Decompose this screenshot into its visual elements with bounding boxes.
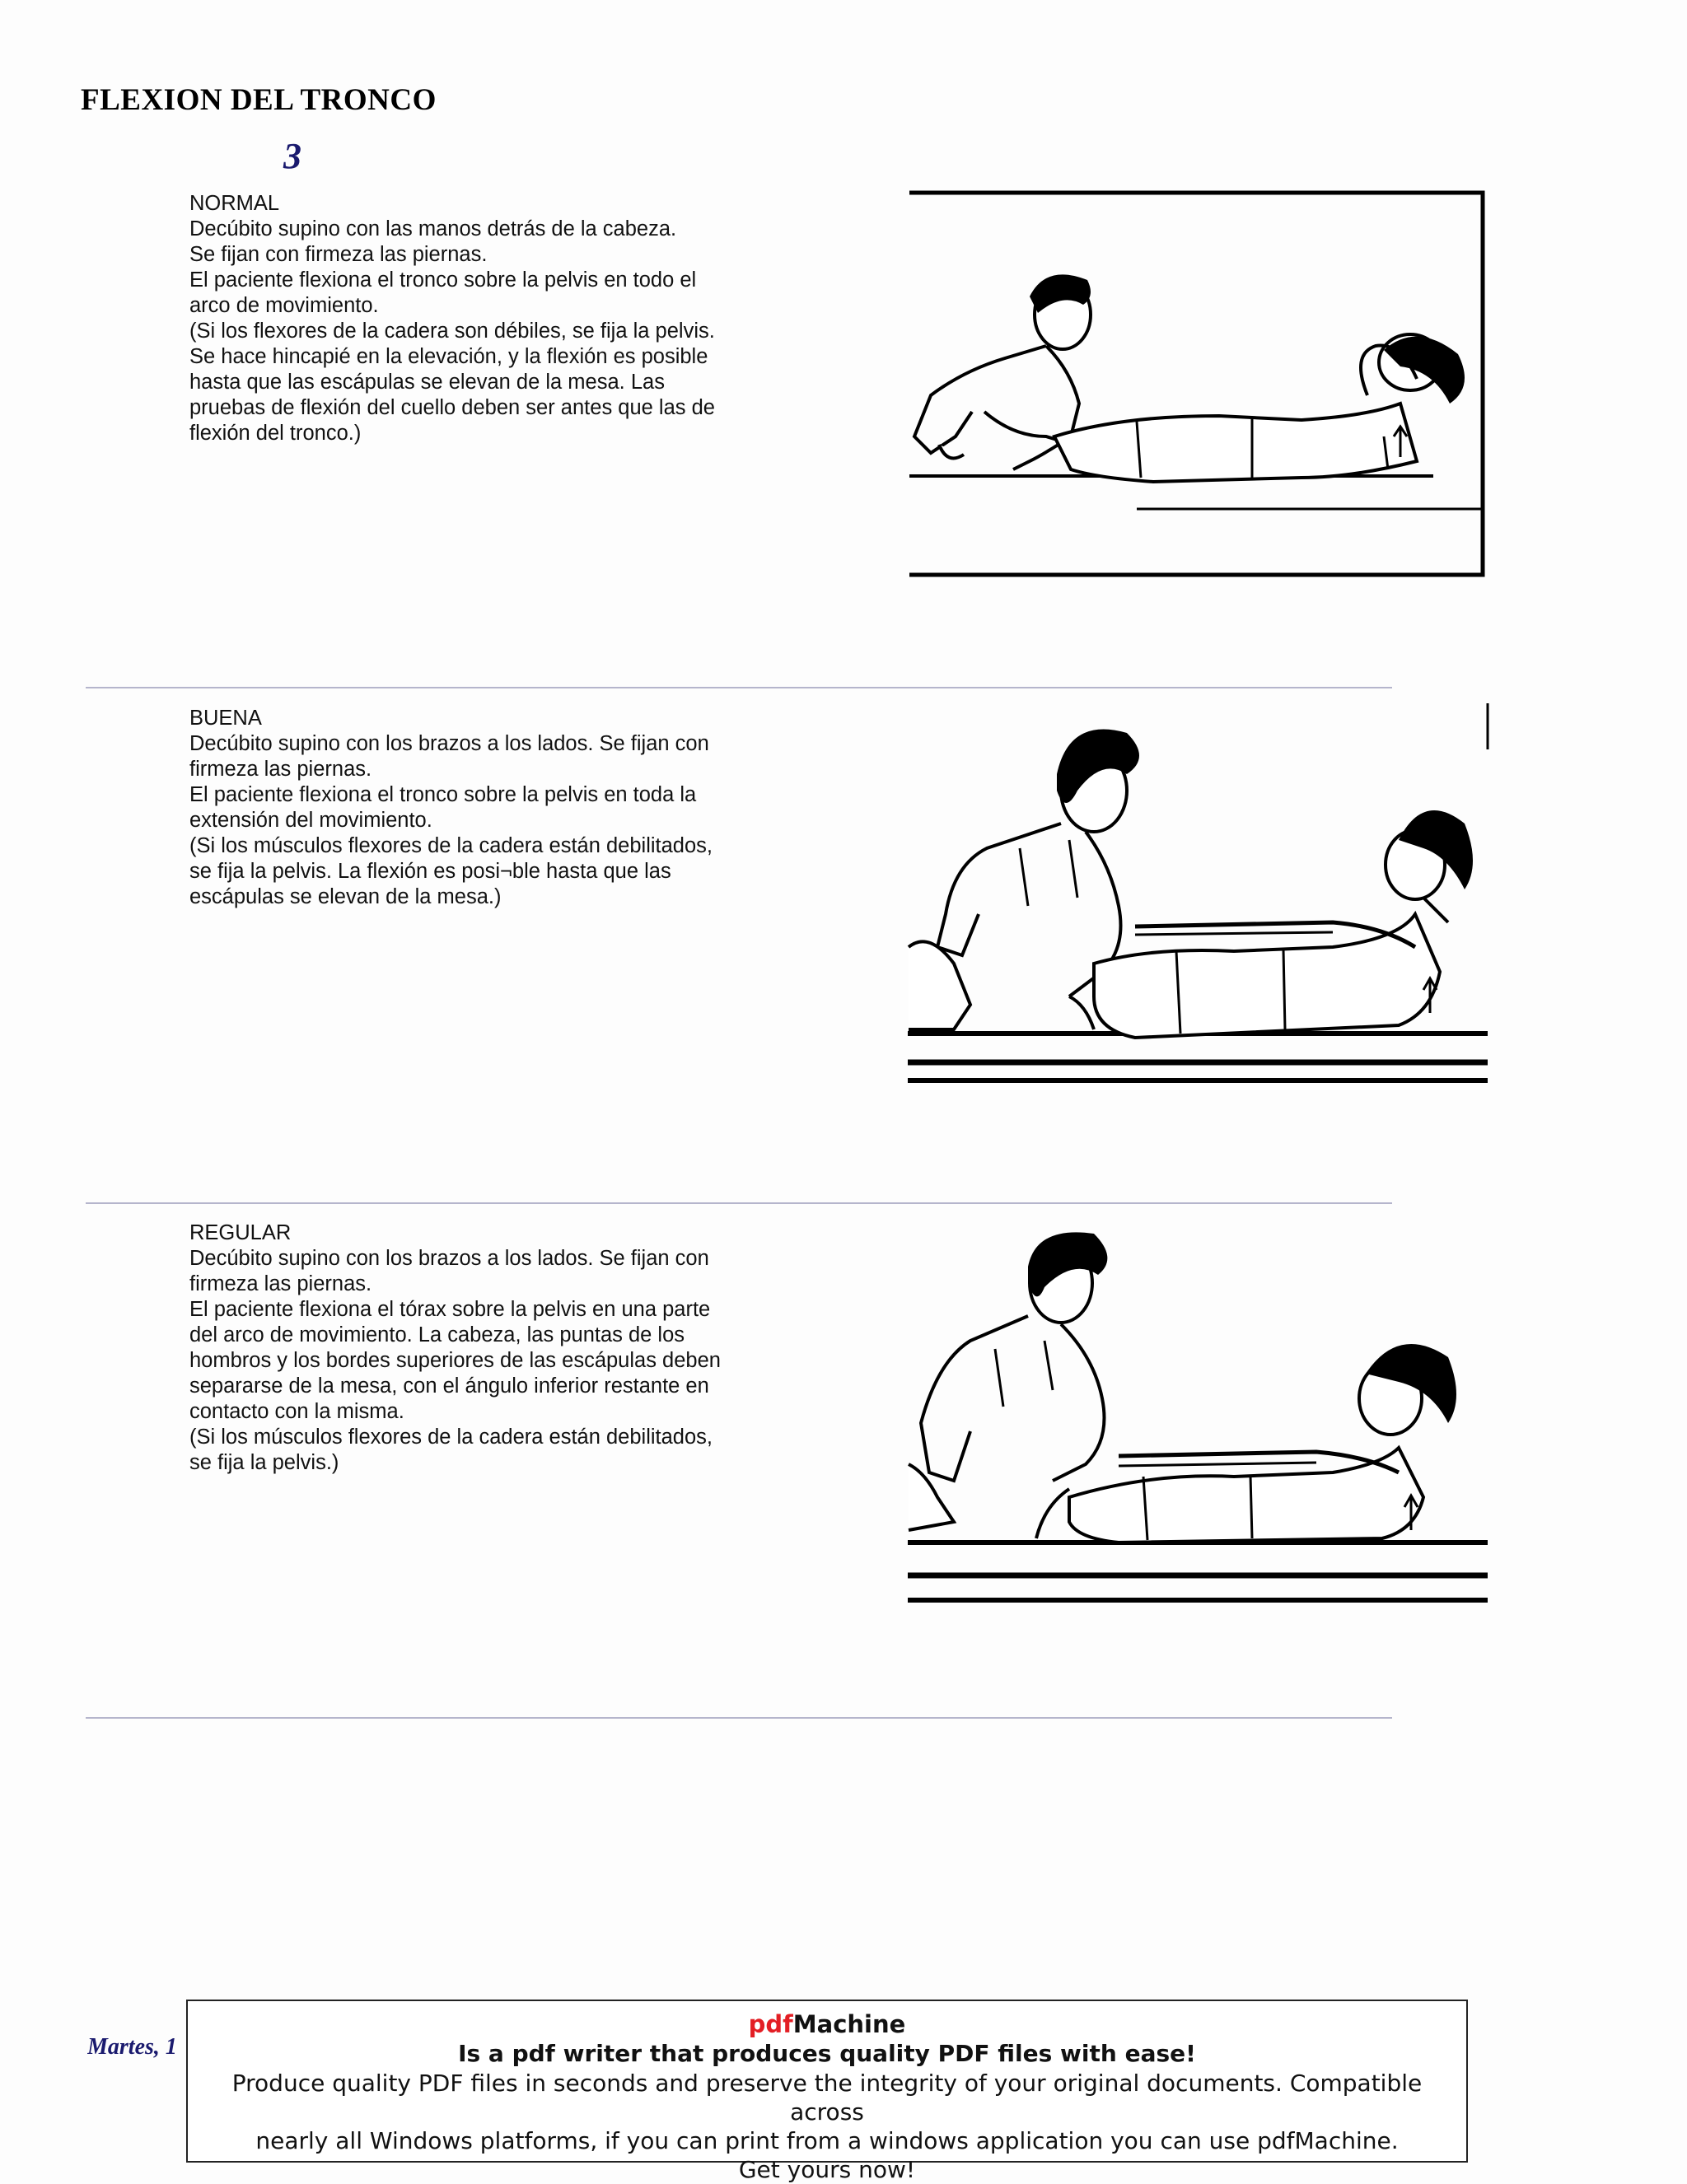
text-line: contacto con la misma.: [189, 1400, 404, 1423]
text-line: (Si los flexores de la cadera son débiles, se fija la pelvis.: [189, 320, 715, 343]
illustration-normal: [906, 189, 1486, 578]
text-line: hombros y los bordes superiores de las escápulas deben: [189, 1349, 721, 1372]
section-divider: [86, 687, 1392, 688]
ad-tagline: Is a pdf writer that produces quality PDF files with ease!: [458, 2040, 1196, 2067]
text-line: se fija la pelvis. La flexión es posi¬ble hasta que las: [189, 860, 671, 883]
therapist-patient-illustration-icon: [904, 700, 1491, 1092]
text-line: flexión del tronco.): [189, 422, 362, 445]
text-line: firmeza las piernas.: [189, 758, 372, 781]
text-line: El paciente flexiona el tronco sobre la pelvis en todo el: [189, 268, 697, 292]
text-line: del arco de movimiento. La cabeza, las puntas de los: [189, 1323, 685, 1346]
text-line: Se hace hincapié en la elevación, y la flexión es posible: [189, 345, 708, 368]
text-line: pruebas de flexión del cuello deben ser antes que las de: [189, 396, 715, 419]
ad-body-line: nearly all Windows platforms, if you can print from a windows application you can use pdfMachine.: [255, 2127, 1399, 2154]
grade-heading: REGULAR: [189, 1221, 292, 1244]
text-line: hasta que las escápulas se elevan de la mesa. Las: [189, 371, 665, 394]
text-line: Decúbito supino con los brazos a los lados. Se fijan con: [189, 732, 709, 755]
text-line: Decúbito supino con las manos detrás de la cabeza.: [189, 217, 677, 240]
grade-heading: NORMAL: [189, 192, 280, 215]
grade-heading: BUENA: [189, 707, 262, 730]
text-line: (Si los músculos flexores de la cadera están debilitados,: [189, 834, 713, 857]
therapist-patient-illustration-icon: [906, 189, 1486, 578]
text-line: Se fijan con firmeza las piernas.: [189, 243, 488, 266]
illustration-regular: [904, 1225, 1491, 1611]
text-line: El paciente flexiona el tronco sobre la pelvis en toda la: [189, 783, 697, 806]
footer-date: Martes, 1: [87, 2034, 177, 2060]
text-line: extensión del movimiento.: [189, 809, 432, 832]
section-divider: [86, 1202, 1392, 1204]
illustration-buena: [904, 700, 1491, 1092]
section-divider: [86, 1717, 1392, 1719]
text-line: Decúbito supino con los brazos a los lados. Se fijan con: [189, 1247, 709, 1270]
text-line: escápulas se elevan de la mesa.): [189, 885, 502, 908]
text-line: arco de movimiento.: [189, 294, 379, 317]
section-regular-text: [189, 1220, 766, 1476]
ad-body-line: Produce quality PDF files in seconds and preserve the integrity of your original documents. Compatible across: [231, 2070, 1423, 2126]
page-title: FLEXION DEL TRONCO: [81, 83, 437, 117]
section-buena-text: [189, 706, 766, 910]
therapist-patient-illustration-icon: [904, 1225, 1491, 1611]
pdfmachine-ad-banner[interactable]: [186, 2000, 1468, 2183]
ad-brand-pdf: pdf: [748, 2010, 793, 2038]
page-number: 3: [283, 136, 301, 176]
ad-brand-machine: Machine: [792, 2010, 906, 2038]
text-line: (Si los músculos flexores de la cadera están debilitados,: [189, 1426, 713, 1449]
text-line: firmeza las piernas.: [189, 1272, 372, 1295]
text-line: se fija la pelvis.): [189, 1451, 339, 1474]
ad-call-to-action[interactable]: Get yours now!: [738, 2156, 916, 2183]
ad-brand: [188, 2009, 1466, 2039]
section-normal-text: [189, 191, 766, 446]
text-line: El paciente flexiona el tórax sobre la pelvis en una parte: [189, 1298, 711, 1321]
text-line: separarse de la mesa, con el ángulo inferior restante en: [189, 1374, 709, 1398]
